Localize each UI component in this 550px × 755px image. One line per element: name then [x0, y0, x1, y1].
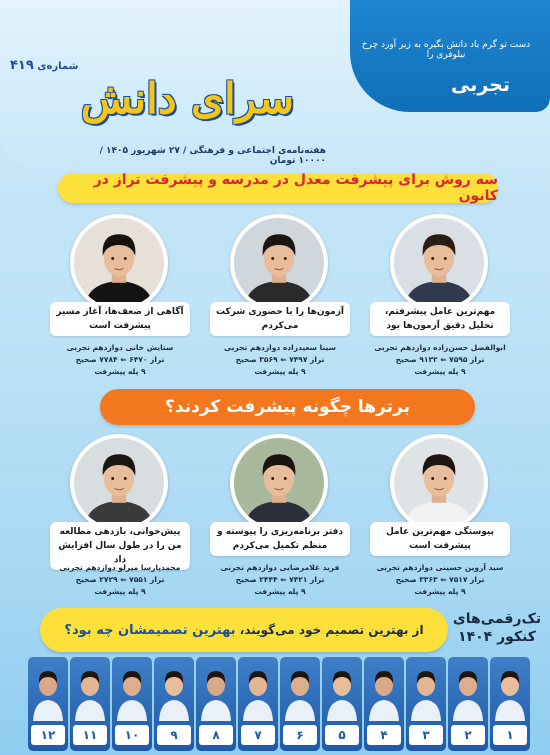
portrait-image [234, 218, 324, 308]
rank-number: ۲ [451, 725, 485, 745]
student-score: تراز ۷۵۵۱ ⇐ ۲۷۲۹ صحیح [75, 575, 165, 584]
portrait-image [394, 438, 484, 528]
student-score: تراز ۷۴۲۱ ⇐ ۲۴۴۴ صحیح [235, 575, 325, 584]
rank-tile [196, 657, 236, 751]
topper-card [50, 434, 200, 614]
rank-number: ۳ [409, 725, 443, 745]
rank-tile [280, 657, 320, 751]
student-progress: ۹ پله پیشرفت [254, 587, 306, 596]
rank-tile [448, 657, 488, 751]
student-portrait [390, 214, 488, 312]
student-progress: ۹ پله پیشرفت [94, 587, 146, 596]
student-score: تراز ۷۵۱۷ ⇐ ۳۳۶۳ صحیح [395, 575, 485, 584]
student-score: تراز ۶۴۷۰ ⇐ ۷۷۸۴ صحیح [75, 355, 165, 364]
konkur-question-text [64, 623, 423, 638]
student-score: تراز ۷۵۹۵ ⇐ ۹۱۳۲ صحیح [395, 355, 485, 364]
tagline: دست تو گرم باد دانش بگیره به زیر آورد چرخ نیلوفری را [361, 40, 531, 60]
student-photo [72, 661, 108, 721]
student-portrait [390, 434, 488, 532]
rank-tile [70, 657, 110, 751]
topper-card [210, 434, 360, 614]
student-name: ستایش خانی دوازدهم تجربی [66, 343, 174, 352]
rank-number: ۹ [157, 725, 191, 745]
header [0, 0, 550, 170]
rank-tile [112, 657, 152, 751]
rank-number: ۸ [199, 725, 233, 745]
student-progress: ۹ پله پیشرفت [414, 587, 466, 596]
subject-label: تجربی [450, 74, 510, 96]
methods-banner [58, 173, 498, 203]
rank-number: ۱۰ [115, 725, 149, 745]
rank-number: ۱۲ [31, 725, 65, 745]
student-score: تراز ۷۴۹۷ ⇐ ۳۵۶۹ صحیح [235, 355, 325, 364]
issue-meta: هفته‌نامه‌ی اجتماعی و فرهنگی / ۲۷ شهریور ۱۴۰۵ / ۱۰۰۰۰ تومان [99, 146, 326, 166]
portrait-image [74, 218, 164, 308]
portrait-image [394, 218, 484, 308]
method-card [370, 214, 520, 394]
rank-tile [322, 657, 362, 751]
student-portrait [230, 214, 328, 312]
rank-number: ۵ [325, 725, 359, 745]
methods-banner-text: سه روش برای پیشرفت معدل در مدرسه و پیشرفت تراز در کانون [93, 172, 498, 204]
student-photo [450, 661, 486, 721]
issue-label: شماره‌ی [37, 61, 79, 72]
portrait-image [234, 438, 324, 528]
student-tip: آگاهی از ضعف‌ها، آغاز مسیر پیشرفت است [50, 302, 190, 336]
student-name: فرید غلامرضایی دوازدهم تجربی [220, 563, 340, 572]
konkur-title-line1: تک‌رقمی‌های [452, 611, 542, 627]
student-photo [366, 661, 402, 721]
rank-tile [364, 657, 404, 751]
student-tip: دفتر برنامه‌ریزی را پیوسته و منظم تکمیل می‌کردم [210, 522, 350, 556]
portrait-image [74, 438, 164, 528]
student-photo [492, 661, 528, 721]
student-tip: پیش‌خوانی، بازدهی مطالعه من را در طول سال افزایش داد [50, 522, 190, 570]
student-photo [408, 661, 444, 721]
rank-tile [490, 657, 530, 751]
student-name: سید آروین حسینی دوازدهم تجربی [376, 563, 504, 572]
rank-number: ۱۱ [73, 725, 107, 745]
student-progress: ۹ پله پیشرفت [254, 367, 306, 376]
student-name: محمدپارسا میرلو دوازدهم تجربی [59, 563, 181, 572]
rank-number: ۶ [283, 725, 317, 745]
rank-tile [154, 657, 194, 751]
konkur-title-line2: کنکور ۱۴۰۴ [458, 629, 536, 645]
issue-number [10, 58, 78, 73]
student-photo [30, 661, 66, 721]
student-photo [282, 661, 318, 721]
method-card [50, 214, 200, 394]
topper-card [370, 434, 520, 614]
logo-text: سرای دانش [80, 74, 295, 123]
student-photo [240, 661, 276, 721]
student-photo [198, 661, 234, 721]
method-card [210, 214, 360, 394]
rank-number: ۷ [241, 725, 275, 745]
student-progress: ۹ پله پیشرفت [414, 367, 466, 376]
student-photo [156, 661, 192, 721]
student-portrait [230, 434, 328, 532]
rank-tile [238, 657, 278, 751]
student-tip: آزمون‌ها را با حضوری شرکت می‌کردم [210, 302, 350, 336]
student-tip: مهم‌ترین عامل پیشرفتم، تحلیل دقیق آزمون‌ها بود [370, 302, 510, 336]
konkur-question-part1: از بهترین تصمیم خود می‌گویند، [239, 622, 424, 637]
student-name: ابوالفضل حسن‌زاده دوازدهم تجربی [374, 343, 506, 352]
student-progress: ۹ پله پیشرفت [94, 367, 146, 376]
rank-tile [406, 657, 446, 751]
konkur-question [40, 608, 448, 652]
issue-value: ۴۱۹ [10, 58, 34, 73]
magazine-logo [80, 70, 295, 130]
rank-number: ۴ [367, 725, 401, 745]
subject-tab [350, 0, 550, 112]
rank-tile [28, 657, 68, 751]
question-banner [100, 389, 475, 425]
student-portrait [70, 214, 168, 312]
question-banner-text: برترها چگونه پیشرفت کردند؟ [165, 397, 410, 417]
student-name: سینا سعیدزاده دوازدهم تجربی [224, 343, 336, 352]
konkur-question-part2: بهترین تصمیمشان چه بود؟ [64, 622, 236, 638]
student-tip: پیوستگی مهم‌ترین عامل پیشرفت است [370, 522, 510, 556]
student-portrait [70, 434, 168, 532]
student-photo [114, 661, 150, 721]
rank-number: ۱ [493, 725, 527, 745]
student-photo [324, 661, 360, 721]
rank-strip [22, 657, 530, 751]
konkur-title [452, 610, 542, 646]
